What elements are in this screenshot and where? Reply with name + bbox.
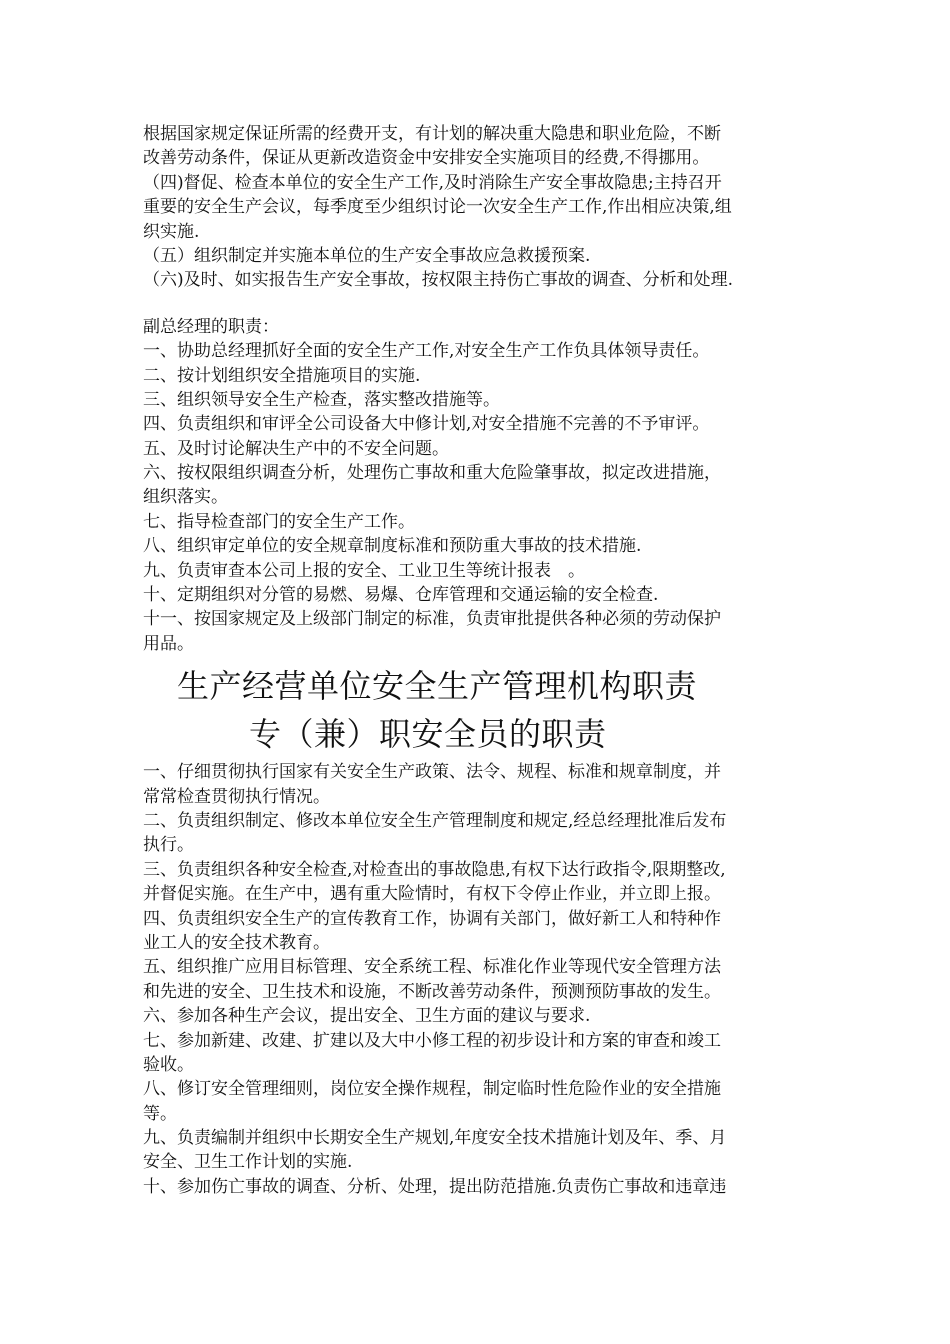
- text-line: 十、参加伤亡事故的调查、分析、处理，提出防范措施.负责伤亡事故和违章违: [143, 1176, 727, 1197]
- sub-title: 专（兼）职安全员的职责: [249, 715, 607, 754]
- text-line: （六)及时、如实报告生产安全事故，按权限主持伤亡事故的调查、分析和处理.: [143, 270, 734, 291]
- text-line: 执行。: [143, 835, 194, 856]
- text-line: 四、负责组织和审评全公司设备大中修计划,对安全措施不完善的不予审评。: [143, 414, 710, 435]
- text-line: 八、修订安全管理细则，岗位安全操作规程，制定临时性危险作业的安全措施: [143, 1079, 721, 1100]
- text-line: 三、负责组织各种安全检查,对检查出的事故隐患,有权下达行政指令,限期整改,: [143, 859, 726, 880]
- text-line: 二、负责组织制定、修改本单位安全生产管理制度和规定,经总经理批准后发布: [143, 810, 727, 831]
- intro-paragraphs: [143, 122, 808, 293]
- text-line: 五、组织推广应用目标管理、安全系统工程、标准化作业等现代安全管理方法: [143, 957, 721, 978]
- text-line: 六、参加各种生产会议，提出安全、卫生方面的建议与要求.: [143, 1006, 591, 1027]
- text-line: 九、负责审查本公司上报的安全、工业卫生等统计报表 。: [143, 560, 585, 581]
- text-line: 一、协助总经理抓好全面的安全生产工作,对安全生产工作负具体领导责任。: [143, 341, 710, 362]
- blank-line: [143, 293, 808, 315]
- text-line: 安全、卫生工作计划的实施.: [143, 1152, 353, 1173]
- text-line: （五）组织制定并实施本单位的生产安全事故应急救援预案.: [143, 245, 591, 266]
- text-line: 和先进的安全、卫生技术和设施，不断改善劳动条件，预测预防事故的发生。: [143, 981, 721, 1002]
- text-line: 业工人的安全技术教育。: [143, 932, 330, 953]
- text-line: 十一、按国家规定及上级部门制定的标准，负责审批提供各种必须的劳动保护: [143, 609, 721, 630]
- text-line: 九、负责编制并组织中长期安全生产规划,年度安全技术措施计划及年、季、月: [143, 1128, 727, 1149]
- text-line: 四、负责组织安全生产的宣传教育工作，协调有关部门，做好新工人和特种作: [143, 908, 721, 929]
- safety-officer-section: [143, 760, 808, 1199]
- text-line: 一、仔细贯彻执行国家有关安全生产政策、法令、规程、标准和规章制度，并: [143, 762, 721, 783]
- text-line: 重要的安全生产会议，每季度至少组织讨论一次安全生产工作,作出相应决策,组: [143, 197, 732, 218]
- deputy-manager-section: [143, 315, 808, 656]
- text-line: 根据国家规定保证所需的经费开支，有计划的解决重大隐患和职业危险，不断: [143, 124, 721, 144]
- text-line: 改善劳动条件，保证从更新改造资金中安排安全实施项目的经费,不得挪用。: [143, 148, 710, 169]
- document-page: [143, 122, 808, 1199]
- main-title: 生产经营单位安全生产管理机构职责: [177, 667, 698, 706]
- text-line: 二、按计划组织安全措施项目的实施.: [143, 365, 421, 386]
- section-heading: 副总经理的职责：: [143, 316, 279, 337]
- text-line: 七、指导检查部门的安全生产工作。: [143, 511, 415, 532]
- text-line: 十、定期组织对分管的易燃、易爆、仓库管理和交通运输的安全检查.: [143, 585, 659, 606]
- text-line: 八、组织审定单位的安全规章制度标准和预防重大事故的技术措施.: [143, 536, 642, 557]
- text-line: 组织落实。: [143, 487, 228, 508]
- text-line: 等。: [143, 1103, 177, 1124]
- text-line: 三、组织领导安全生产检查，落实整改措施等。: [143, 389, 500, 410]
- text-line: 常常检查贯彻执行情况。: [143, 786, 330, 807]
- text-line: （四)督促、检查本单位的安全生产工作,及时消除生产安全事故隐患;主持召开: [143, 172, 722, 193]
- text-line: 织实施.: [143, 221, 200, 242]
- text-line: 五、及时讨论解决生产中的不安全问题。: [143, 438, 449, 459]
- text-line: 并督促实施。在生产中，遇有重大险情时，有权下令停止作业，并立即上报。: [143, 884, 721, 905]
- text-line: 验收。: [143, 1054, 194, 1075]
- text-line: 七、参加新建、改建、扩建以及大中小修工程的初步设计和方案的审查和竣工: [143, 1030, 721, 1051]
- text-line: 六、按权限组织调查分析，处理伤亡事故和重大危险肇事故，拟定改进措施，: [143, 463, 721, 484]
- text-line: 用品。: [143, 633, 194, 654]
